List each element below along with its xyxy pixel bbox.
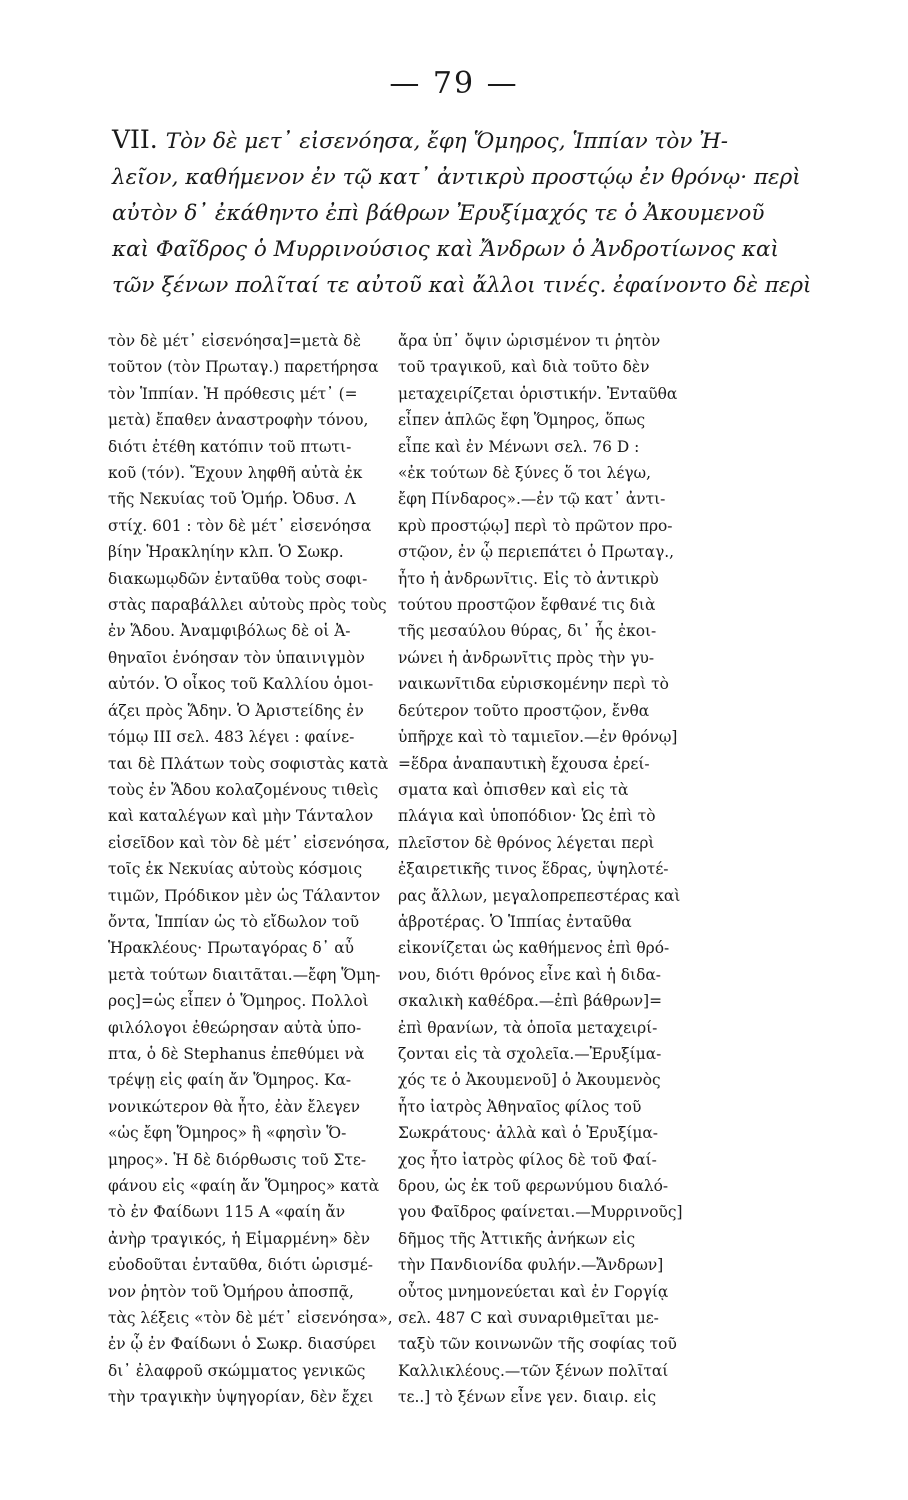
commentary-line: νον ῥητὸν τοῦ Ὁμήρου ἀποσπᾷ, — [108, 1282, 354, 1301]
commentary-line: χός τε ὁ Ἀκουμενοῦ] ὁ Ἀκουμενὸς — [398, 1071, 661, 1090]
main-text-line: αὐτὸν δ᾽ ἐκάθηντο ἐπὶ βάθρων Ἐρυξίμαχός τε ὁ Ἀκουμενοῦ — [112, 201, 765, 226]
commentary-line: ρος]=ὡς εἶπεν ὁ Ὅμηρος. Πολλοὶ — [108, 992, 369, 1011]
commentary-line: πλεῖστον δὲ θρόνος λέγεται περὶ — [398, 833, 655, 852]
commentary-line: τὸ ἐν Φαίδωνι 115 A «φαίη ἄν — [108, 1203, 346, 1222]
commentary-line: ταξὺ τῶν κοινωνῶν τῆς σοφίας τοῦ — [398, 1335, 677, 1354]
commentary-line: ἐν ᾧ ἐν Φαίδωνι ὁ Σωκρ. διασύρει — [108, 1335, 377, 1354]
commentary-line: τε..] τὸ ξένων εἶνε γεν. διαιρ. εἰς — [398, 1388, 657, 1407]
commentary-line: άζει πρὸς Ἅδην. Ὁ Ἀριστείδης ἐν — [108, 701, 364, 720]
commentary-line: τὰς λέξεις «τὸν δὲ μέτ᾽ εἰσενόησα», — [108, 1309, 393, 1328]
commentary-line: ἄρα ὑπ᾽ ὄψιν ὡρισμένον τι ῥητὸν — [398, 332, 661, 350]
commentary-line: πλάγια καὶ ὑποπόδιον· Ὡς ἐπὶ τὸ — [398, 807, 656, 826]
commentary-line: τῆς Νεκυίας τοῦ Ὁμήρ. Ὀδυσ. Λ — [108, 490, 356, 509]
commentary-line: σματα καὶ ὀπισθεν καὶ εἰς τὰ — [398, 780, 629, 799]
commentary-line: τὸν δὲ μέτ᾽ εἰσενόησα]=μετὰ δὲ — [108, 332, 361, 350]
commentary-line: νονικώτερον θὰ ἦτο, ἐὰν ἔλεγεν — [108, 1097, 360, 1116]
commentary-line: οὗτος μνημονεύεται καὶ ἐν Γοργίᾳ — [398, 1282, 669, 1301]
commentary-line: Σωκράτους· ἀλλὰ καὶ ὁ Ἐρυξίμα- — [398, 1124, 658, 1143]
commentary-line: σελ. 487 C καὶ συναριθμεῖται με- — [398, 1309, 659, 1328]
commentary-line: ἐπὶ θρανίων, τὰ ὁποῖα μεταχειρί- — [398, 1018, 658, 1037]
commentary-line: ρας ἄλλων, μεγαλοπρεπεστέρας καὶ — [398, 886, 681, 905]
main-text-line: καὶ Φαῖδρος ὁ Μυρρινούσιος καὶ Ἄνδρων ὁ Ἀνδροτίωνος καὶ — [112, 237, 779, 262]
commentary-line: τοὺς ἐν Ἅδου κολαζομένους τιθεὶς — [108, 780, 379, 799]
commentary-line: τούτου προστῷον ἔφθανέ τις διὰ — [398, 596, 656, 615]
commentary-line: τρέψῃ εἰς φαίη ἄν Ὅμηρος. Κα- — [108, 1071, 352, 1090]
commentary-line: δῆμος τῆς Ἀττικῆς ἀνήκων εἰς — [398, 1229, 636, 1248]
commentary-line: ται δὲ Πλάτων τοὺς σοφιστὰς κατὰ — [108, 754, 389, 773]
commentary-line: διότι ἐτέθη κατόπιν τοῦ πτωτι- — [108, 437, 352, 456]
commentary-line: στὰς παραβάλλει αὐτοὺς πρὸς τοὺς — [108, 596, 387, 615]
commentary-line: εἰσεῖδον καὶ τὸν δὲ μέτ᾽ εἰσενόησα, — [108, 833, 390, 852]
section-label: VII. — [112, 125, 158, 154]
commentary-line: «ὡς ἔφη Ὅμηρος» ἢ «φησὶν Ὅ- — [108, 1124, 347, 1143]
main-text-line: λεῖον, καθήμενον ἐν τῷ κατ᾽ ἀντικρὺ προστῴῳ ἐν θρόνῳ· περὶ — [112, 165, 801, 190]
commentary-line: φάνου εἰς «φαίη ἄν Ὅμηρος» κατὰ — [108, 1177, 380, 1195]
commentary-line: μετὰ τούτων διαιτᾶται.—ἔφη Ὅμη- — [108, 965, 381, 984]
commentary-line: ἐν Ἅδου. Ἀναμφιβόλως δὲ οἱ Ἀ- — [108, 622, 351, 641]
commentary-line: καὶ καταλέγων καὶ μὴν Τάνταλον — [108, 807, 374, 826]
commentary-line: μεταχειρίζεται ὁριστικήν. Ἐνταῦθα — [398, 384, 678, 403]
commentary-line: ἀνὴρ τραγικός, ἡ Εἱμαρμένη» δὲν — [108, 1229, 370, 1248]
commentary-line: διακωμῳδῶν ἐνταῦθα τοὺς σοφι- — [108, 569, 368, 588]
commentary-line: τοῦ τραγικοῦ, καὶ διὰ τοῦτο δὲν — [398, 358, 650, 377]
commentary-line: σκαλικὴ καθέδρα.—ἐπὶ βάθρων]= — [398, 992, 662, 1011]
commentary-line: στίχ. 601 : τὸν δὲ μέτ᾽ εἰσενόησα — [108, 516, 372, 535]
main-text-line: VII. Τὸν δὲ μετ᾽ εἰσενόησα, ἔφη Ὅμηρος, Ἱππίαν τὸν Ἠ- — [112, 125, 728, 154]
commentary-line: γου Φαῖδρος φαίνεται.—Μυρρινοῦς] — [398, 1203, 683, 1222]
commentary-line: μετὰ) ἔπαθεν ἀναστροφὴν τόνου, — [108, 411, 369, 430]
commentary-line: ἔφη Πίνδαρος».—ἐν τῷ κατ᾽ ἀντι- — [398, 490, 666, 509]
commentary-line: ναικωνῖτιδα εὑρισκομένην περὶ τὸ — [398, 675, 669, 694]
commentary-line: Καλλικλέους.—τῶν ξένων πολῖταί — [398, 1361, 669, 1380]
page-number: — 79 — — [389, 66, 519, 101]
commentary-line: κρὺ προστῴῳ] περὶ τὸ πρῶτον προ- — [398, 516, 673, 535]
commentary-line: ἦτο ἰατρὸς Ἀθηναῖος φίλος τοῦ — [398, 1097, 642, 1116]
commentary-line: τοῦτον (τὸν Πρωταγ.) παρετήρησα — [108, 358, 379, 377]
commentary-line: ὑπῆρχε καὶ τὸ ταμιεῖον.—ἐν θρόνῳ] — [398, 728, 678, 747]
commentary-line: εἰκονίζεται ὡς καθήμενος ἐπὶ θρό- — [398, 939, 670, 958]
commentary-line: εἶπε καὶ ἐν Μένωνι σελ. 76 D : — [398, 437, 640, 456]
commentary-line: τῆς μεσαύλου θύρας, δι᾽ ἧς ἐκοι- — [398, 622, 657, 641]
commentary-line: βίην Ἡρακληίην κλπ. Ὁ Σωκρ. — [108, 543, 344, 562]
commentary-line: τὴν Πανδιονίδα φυλήν.—Ἄνδρων] — [398, 1256, 664, 1275]
commentary-line: «ἐκ τούτων δὲ ξύνες ὅ τοι λέγω, — [398, 464, 651, 483]
commentary-right-column — [398, 328, 760, 1411]
commentary-line: τὸν Ἱππίαν. Ἡ πρόθεσις μέτ᾽ (= — [108, 384, 358, 403]
commentary-line: νώνει ἡ ἀνδρωνῖτις πρὸς τὴν γυ- — [398, 648, 655, 667]
commentary-line: Ἡρακλέους· Πρωταγόρας δ᾽ αὖ — [108, 939, 355, 958]
commentary-line: εὐοδοῦται ἐνταῦθα, διότι ὡρισμέ- — [108, 1256, 373, 1275]
commentary-line: πτα, ὁ δὲ Stephanus ἐπεθύμει νὰ — [108, 1044, 365, 1063]
commentary-line: ζονται εἰς τὰ σχολεῖα.—Ἐρυξίμα- — [398, 1044, 662, 1063]
commentary-line: δεύτερον τοῦτο προστῷον, ἔνθα — [398, 701, 650, 720]
main-text-line: τῶν ξένων πολῖταί τε αὐτοῦ καὶ ἄλλοι τινές. ἐφαίνοντο δὲ περὶ — [112, 273, 812, 298]
commentary-line: μηρος». Ἡ δὲ διόρθωσις τοῦ Στε- — [108, 1150, 367, 1169]
commentary-line: ἁβροτέρας. Ὁ Ἱππίας ἐνταῦθα — [398, 912, 632, 931]
commentary-line: χος ἦτο ἰατρὸς φίλος δὲ τοῦ Φαί- — [398, 1150, 657, 1169]
commentary-line: φιλόλογοι ἐθεώρησαν αὐτὰ ὑπο- — [108, 1018, 362, 1037]
main-text-passage — [112, 122, 812, 304]
commentary-line: εἶπεν ἁπλῶς ἔφη Ὅμηρος, ὅπως — [398, 411, 646, 430]
commentary-line: ἐξαιρετικῆς τινος ἕδρας, ὑψηλοτέ- — [398, 860, 669, 879]
commentary-line: τιμῶν, Πρόδικον μὲν ὡς Τάλαντον — [108, 886, 381, 905]
commentary-line: στῷον, ἐν ᾧ περιεπάτει ὁ Πρωταγ., — [398, 543, 675, 562]
commentary-line: ἦτο ἡ ἀνδρωνῖτις. Εἰς τὸ ἀντικρὺ — [398, 569, 659, 588]
commentary-line: δρου, ὡς ἐκ τοῦ φερωνύμου διαλό- — [398, 1177, 669, 1195]
commentary-line: ὄντα, Ἱππίαν ὡς τὸ εἴδωλον τοῦ — [108, 912, 360, 931]
commentary-line: θηναῖοι ἐνόησαν τὸν ὑπαινιγμὸν — [108, 648, 365, 667]
commentary-line: δι᾽ ἐλαφροῦ σκώμματος γενικῶς — [108, 1361, 366, 1380]
commentary-line: αὐτόν. Ὁ οἶκος τοῦ Καλλίου ὁμοι- — [108, 675, 374, 694]
commentary-line: =ἕδρα ἀναπαυτικὴ ἔχουσα ἐρεί- — [398, 754, 650, 773]
commentary-line: κοῦ (τόν). Ἔχουν ληφθῆ αὐτὰ ἐκ — [108, 464, 363, 483]
commentary-line: τόμῳ ΙΙΙ σελ. 483 λέγει : φαίνε- — [108, 728, 355, 747]
commentary-line: τὴν τραγικὴν ὑψηγορίαν, δὲν ἔχει — [108, 1388, 374, 1407]
commentary-line: νου, διότι θρόνος εἶνε καὶ ἡ διδα- — [398, 965, 661, 984]
commentary-line: τοῖς ἐκ Νεκυίας αὐτοὺς κόσμοις — [108, 860, 363, 879]
